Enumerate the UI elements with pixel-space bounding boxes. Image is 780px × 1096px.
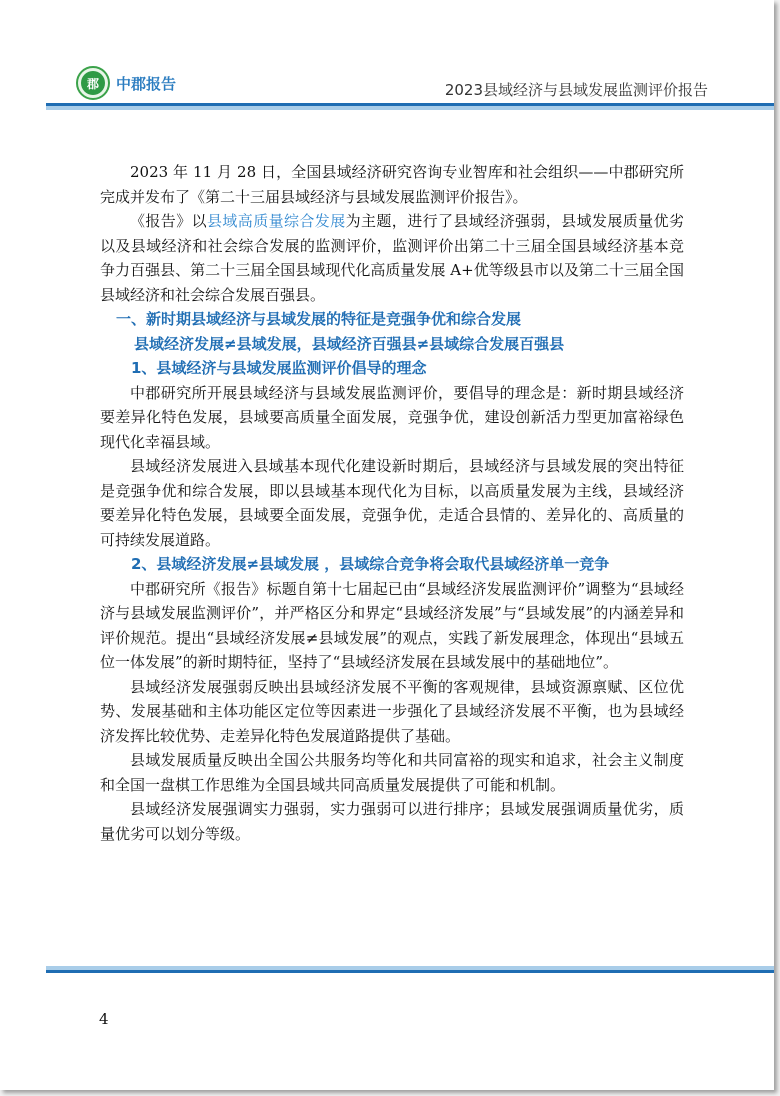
point-heading-1: 1、县域经济与县域发展监测评价倡导的理念 <box>131 359 427 377</box>
logo-emblem-icon <box>76 66 110 100</box>
paragraph-intro: 2023 年 11 月 28 日，全国县域经济研究咨询专业智库和社会组织——中郡研究所完成并发布了《第二十三届县域经济与县域发展监测评价报告》。 <box>100 163 684 206</box>
theme-highlight: 县域高质量综合发展 <box>207 212 346 230</box>
report-theme-text-a: 《报告》以 <box>130 212 207 230</box>
publisher-logo <box>76 66 176 100</box>
paragraph-ranking: 县域经济发展强调实力强弱，实力强弱可以进行排序；县域发展强调质量优劣，质量优劣可以划分等级。 <box>100 800 684 843</box>
logo-glyph: 郡 <box>81 71 105 95</box>
footer-divider <box>46 970 774 973</box>
paragraph-development-quality: 县域发展质量反映出全国公共服务均等化和共同富裕的现实和追求，社会主义制度和全国一盘棋工作思维为全国县域共同高质量发展提供了可能和机制。 <box>100 751 684 794</box>
section-subtitle: 县域经济发展≠县域发展，县域经济百强县≠县域综合发展百强县 <box>134 334 565 353</box>
point-heading-2: 2、县域经济发展≠县域发展 ，县域综合竞争将会取代县域经济单一竞争 <box>131 555 610 573</box>
logo-text: 中郡报告 <box>116 74 177 93</box>
paragraph-concept: 中郡研究所开展县域经济与县域发展监测评价，要倡导的理念是：新时期县域经济要差异化特色发展，县域要高质量全面发展，竞强争优，建设创新活力型更加富裕绿色现代化幸福县域。 <box>100 383 684 451</box>
report-header-title: 2023县域经济与县域发展监测评价报告 <box>444 81 708 99</box>
paragraph-characteristics: 县域经济发展进入县域基本现代化建设新时期后，县域经济与县域发展的突出特征是竞强争优和综合发展，即以县域基本现代化为目标，以高质量发展为主线，县域经济要差异化特色发展，县域要全面发展，竞强争优，走适合县情的、差异化的、高质量的可持续发展道路。 <box>100 457 684 549</box>
document-body <box>100 160 684 846</box>
paragraph-economic-strength: 县域经济发展强弱反映出县域经济发展不平衡的客观规律，县域资源禀赋、区位优势、发展基础和主体功能区定位等因素进一步强化了县域经济发展不平衡，也为县域经济发挥比较优势、走差异化特色发展道路提供了基础。 <box>100 677 684 745</box>
section-heading-1: 一、新时期县域经济与县域发展的特征是竞强争优和综合发展 <box>116 310 522 328</box>
paragraph-title-change: 中郡研究所《报告》标题自第十七届起已由“县域经济发展监测评价”调整为“县域经济与县域发展监测评价”，并严格区分和界定“县域经济发展”与“县域发展”的内涵差异和评价规范。提出“县域经济发展≠县域发展”的观点，实践了新发展理念，体现出“县域五位一体发展”的新时期特征，坚持了“县域经济发展在县域发展中的基础地位”。 <box>100 579 684 671</box>
report-theme-text-b: 为主题，进行了县域经济强弱，县域发展质量优劣以及县域经济和社会综合发展的监测评价，监测评价出第二十三届全国县域经济基本竞争力百强县、第二十三届全国县域现代化高质量发展 A+优等级县市以及第二十三届全国县域经济和社会综合发展百强县。 <box>100 212 684 304</box>
page-number: 4 <box>99 1010 109 1028</box>
header-divider-accent <box>46 106 774 110</box>
paragraph-report-theme <box>100 209 684 307</box>
